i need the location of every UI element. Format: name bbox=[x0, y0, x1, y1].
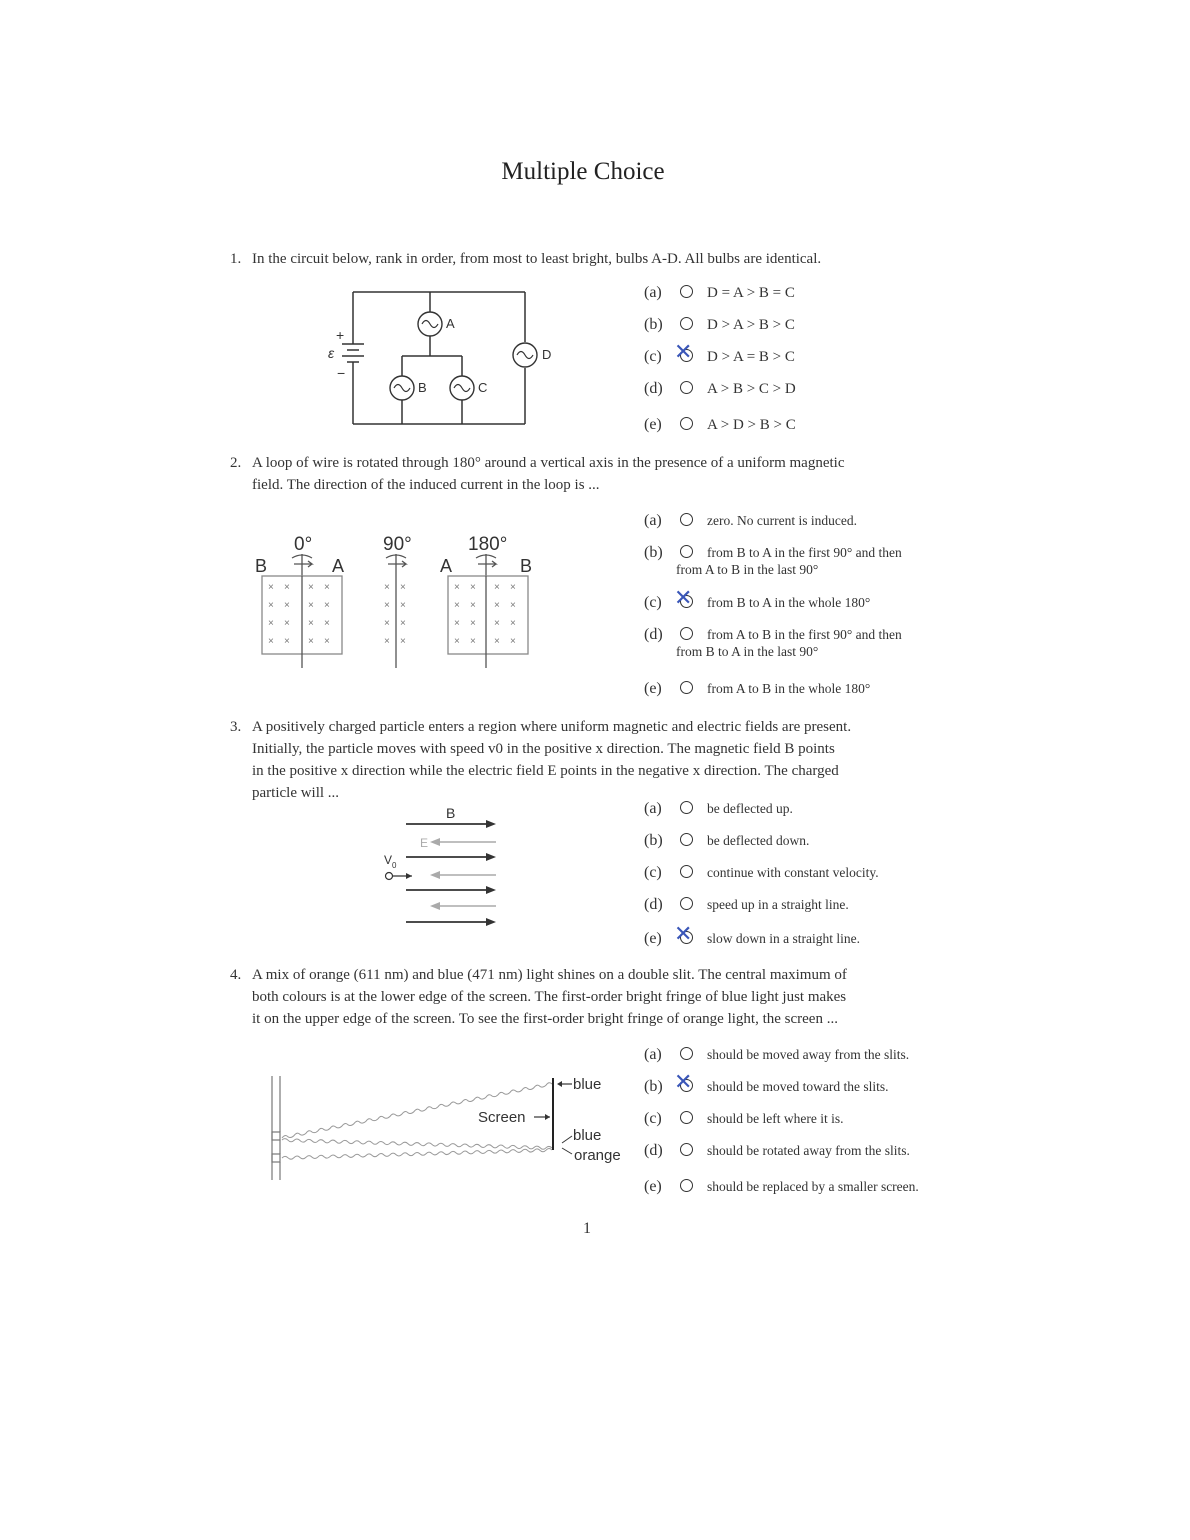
battery-minus: − bbox=[337, 365, 346, 381]
arrow-head-icon bbox=[486, 820, 496, 828]
radio-circle[interactable] bbox=[680, 801, 693, 814]
field-x-mark: × bbox=[324, 636, 330, 647]
field-x-mark: × bbox=[324, 600, 330, 611]
option-1e[interactable]: (e) A > D > B > C bbox=[644, 416, 796, 433]
question-number: 4. bbox=[230, 967, 242, 983]
field-x-mark: × bbox=[400, 582, 406, 593]
option-2c[interactable]: (c)✕ from B to A in the whole 180° bbox=[644, 594, 870, 612]
field-x-mark: × bbox=[284, 582, 290, 593]
radio-circle[interactable] bbox=[680, 833, 693, 846]
field-x-mark: × bbox=[510, 582, 516, 593]
field-x-mark: × bbox=[470, 618, 476, 629]
question-line: both colours is at the lower edge of the screen. The first-order bright fringe of blue light just makes bbox=[252, 989, 847, 1005]
field-x-mark: × bbox=[384, 582, 390, 593]
arrow-head-icon bbox=[430, 902, 440, 910]
question-line: field. The direction of the induced current in the loop is ... bbox=[252, 477, 600, 493]
option-4d[interactable]: (d) should be rotated away from the slits. bbox=[644, 1142, 910, 1159]
field-x-mark: × bbox=[268, 582, 274, 593]
option-2a[interactable]: (a) zero. No current is induced. bbox=[644, 512, 857, 529]
field-x-mark: × bbox=[494, 636, 500, 647]
option-2b[interactable]: (b) from B to A in the first 90° and then from A to B in the last 90° bbox=[644, 544, 902, 577]
emf-label: ε bbox=[328, 345, 335, 361]
arrow-head-icon bbox=[486, 853, 496, 861]
option-1c[interactable]: (c)✕ D > A = B > C bbox=[644, 348, 795, 366]
field-x-mark: × bbox=[510, 618, 516, 629]
field-x-mark: × bbox=[400, 600, 406, 611]
field-x-mark: × bbox=[268, 618, 274, 629]
option-4a[interactable]: (a) should be moved away from the slits. bbox=[644, 1046, 910, 1063]
option-3a[interactable]: (a) be deflected up. bbox=[644, 800, 793, 817]
field-x-mark: × bbox=[510, 636, 516, 647]
bulb-label-b: B bbox=[418, 380, 427, 395]
bulb-label-c: C bbox=[478, 380, 488, 395]
field-x-mark: × bbox=[510, 600, 516, 611]
radio-circle-marked[interactable] bbox=[680, 931, 693, 944]
label-a-left: A bbox=[332, 556, 345, 576]
radio-circle[interactable] bbox=[680, 1111, 693, 1124]
radio-circle-marked[interactable] bbox=[680, 595, 693, 608]
radio-circle[interactable] bbox=[680, 897, 693, 910]
radio-circle[interactable] bbox=[680, 381, 693, 394]
label-b-left: B bbox=[255, 556, 268, 576]
arrow-head-icon bbox=[430, 871, 440, 879]
radio-circle[interactable] bbox=[680, 317, 693, 330]
field-x-mark: × bbox=[400, 636, 406, 647]
question-line: in the positive x direction while the electric field E points in the negative x direction. The charged bbox=[252, 763, 839, 779]
angle-90: 90° bbox=[383, 534, 412, 555]
question-line: A loop of wire is rotated through 180° around a vertical axis in the presence of a uniform magnetic bbox=[252, 455, 845, 471]
radio-circle[interactable] bbox=[680, 417, 693, 430]
option-2e[interactable]: (e) from A to B in the whole 180° bbox=[644, 680, 871, 697]
question-line: A positively charged particle enters a region where uniform magnetic and electric fields are present. bbox=[252, 719, 852, 735]
option-3c[interactable]: (c) continue with constant velocity. bbox=[644, 864, 879, 881]
radio-circle-marked[interactable] bbox=[680, 1079, 693, 1092]
e-field-label: E bbox=[420, 836, 429, 850]
field-x-mark: × bbox=[308, 636, 314, 647]
question-line: Initially, the particle moves with speed v0 in the positive x direction. The magnetic field B points bbox=[252, 741, 835, 757]
option-3b[interactable]: (b) be deflected down. bbox=[644, 832, 810, 849]
blue-top-label: blue bbox=[573, 1076, 602, 1093]
field-marks bbox=[268, 582, 516, 647]
option-1b[interactable]: (b) D > A > B > C bbox=[644, 316, 795, 333]
radio-circle-marked[interactable] bbox=[680, 349, 693, 362]
field-x-mark: × bbox=[284, 600, 290, 611]
field-x-mark: × bbox=[494, 600, 500, 611]
field-x-mark: × bbox=[384, 636, 390, 647]
field-x-mark: × bbox=[268, 636, 274, 647]
radio-circle[interactable] bbox=[680, 545, 693, 558]
question-4 bbox=[230, 964, 970, 1032]
screen-label: Screen bbox=[478, 1109, 526, 1126]
field-x-mark: × bbox=[470, 600, 476, 611]
question-2 bbox=[230, 452, 970, 498]
option-4b[interactable]: (b)✕ should be moved toward the slits. bbox=[644, 1078, 888, 1096]
bulb-label-d: D bbox=[542, 347, 552, 362]
field-x-mark: × bbox=[308, 600, 314, 611]
rotating-loop-diagram bbox=[250, 530, 550, 672]
question-line: In the circuit below, rank in order, from most to least bright, bulbs A-D. All bulbs are identical. bbox=[252, 251, 822, 267]
field-x-mark: × bbox=[308, 582, 314, 593]
radio-circle[interactable] bbox=[680, 513, 693, 526]
circuit-diagram bbox=[320, 282, 560, 432]
option-4e[interactable]: (e) should be replaced by a smaller screen. bbox=[644, 1178, 919, 1195]
option-4c[interactable]: (c) should be left where it is. bbox=[644, 1110, 844, 1127]
radio-circle[interactable] bbox=[680, 1047, 693, 1060]
field-x-mark: × bbox=[268, 600, 274, 611]
double-slit-diagram bbox=[262, 1070, 632, 1182]
radio-circle[interactable] bbox=[680, 1179, 693, 1192]
page-number: 1 bbox=[583, 1220, 591, 1237]
field-x-mark: × bbox=[454, 582, 460, 593]
arrow-head-icon bbox=[430, 838, 440, 846]
field-x-mark: × bbox=[494, 582, 500, 593]
v-subscript: 0 bbox=[392, 861, 397, 870]
page-title: Multiple Choice bbox=[501, 158, 665, 185]
field-x-mark: × bbox=[324, 582, 330, 593]
battery-plus: + bbox=[336, 327, 345, 343]
radio-circle[interactable] bbox=[680, 1143, 693, 1156]
option-1a[interactable]: (a) D = A > B = C bbox=[644, 284, 795, 301]
question-line: particle will ... bbox=[252, 785, 340, 801]
v-label: V bbox=[384, 853, 393, 867]
field-x-mark: × bbox=[470, 636, 476, 647]
field-x-mark: × bbox=[494, 618, 500, 629]
field-x-mark: × bbox=[308, 618, 314, 629]
arrow-head-icon bbox=[486, 886, 496, 894]
question-number: 3. bbox=[230, 719, 242, 735]
field-x-mark: × bbox=[454, 600, 460, 611]
field-x-mark: × bbox=[454, 618, 460, 629]
orange-label: orange bbox=[574, 1147, 621, 1164]
option-3d[interactable]: (d) speed up in a straight line. bbox=[644, 896, 849, 913]
bulb-label-a: A bbox=[446, 316, 455, 331]
question-line: A mix of orange (611 nm) and blue (471 nm) light shines on a double slit. The central maximum of bbox=[252, 967, 847, 983]
field-x-mark: × bbox=[470, 582, 476, 593]
particle bbox=[386, 873, 393, 880]
radio-circle[interactable] bbox=[680, 285, 693, 298]
fields-diagram bbox=[372, 802, 512, 934]
question-line: it on the upper edge of the screen. To see the first-order bright fringe of orange light, the screen ... bbox=[252, 1011, 838, 1027]
field-x-mark: × bbox=[284, 636, 290, 647]
angle-0: 0° bbox=[294, 534, 313, 555]
field-x-mark: × bbox=[324, 618, 330, 629]
field-x-mark: × bbox=[384, 600, 390, 611]
field-x-mark: × bbox=[400, 618, 406, 629]
radio-circle[interactable] bbox=[680, 865, 693, 878]
field-x-mark: × bbox=[284, 618, 290, 629]
option-1d[interactable]: (d) A > B > C > D bbox=[644, 380, 796, 397]
arrow-head-icon bbox=[486, 918, 496, 926]
radio-circle[interactable] bbox=[680, 681, 693, 694]
label-b-right: B bbox=[520, 556, 533, 576]
option-3e[interactable]: (e)✕ slow down in a straight line. bbox=[644, 930, 860, 948]
field-x-mark: × bbox=[454, 636, 460, 647]
question-3 bbox=[230, 716, 970, 806]
b-field-label: B bbox=[446, 805, 456, 821]
label-a-right: A bbox=[440, 556, 453, 576]
blue-bottom-label: blue bbox=[573, 1127, 602, 1144]
angle-180: 180° bbox=[468, 534, 508, 555]
question-number: 1. bbox=[230, 251, 242, 267]
question-number: 2. bbox=[230, 455, 242, 471]
field-x-mark: × bbox=[384, 618, 390, 629]
radio-circle[interactable] bbox=[680, 627, 693, 640]
option-2d[interactable]: (d) from A to B in the first 90° and then from B to A in the last 90° bbox=[644, 626, 902, 659]
